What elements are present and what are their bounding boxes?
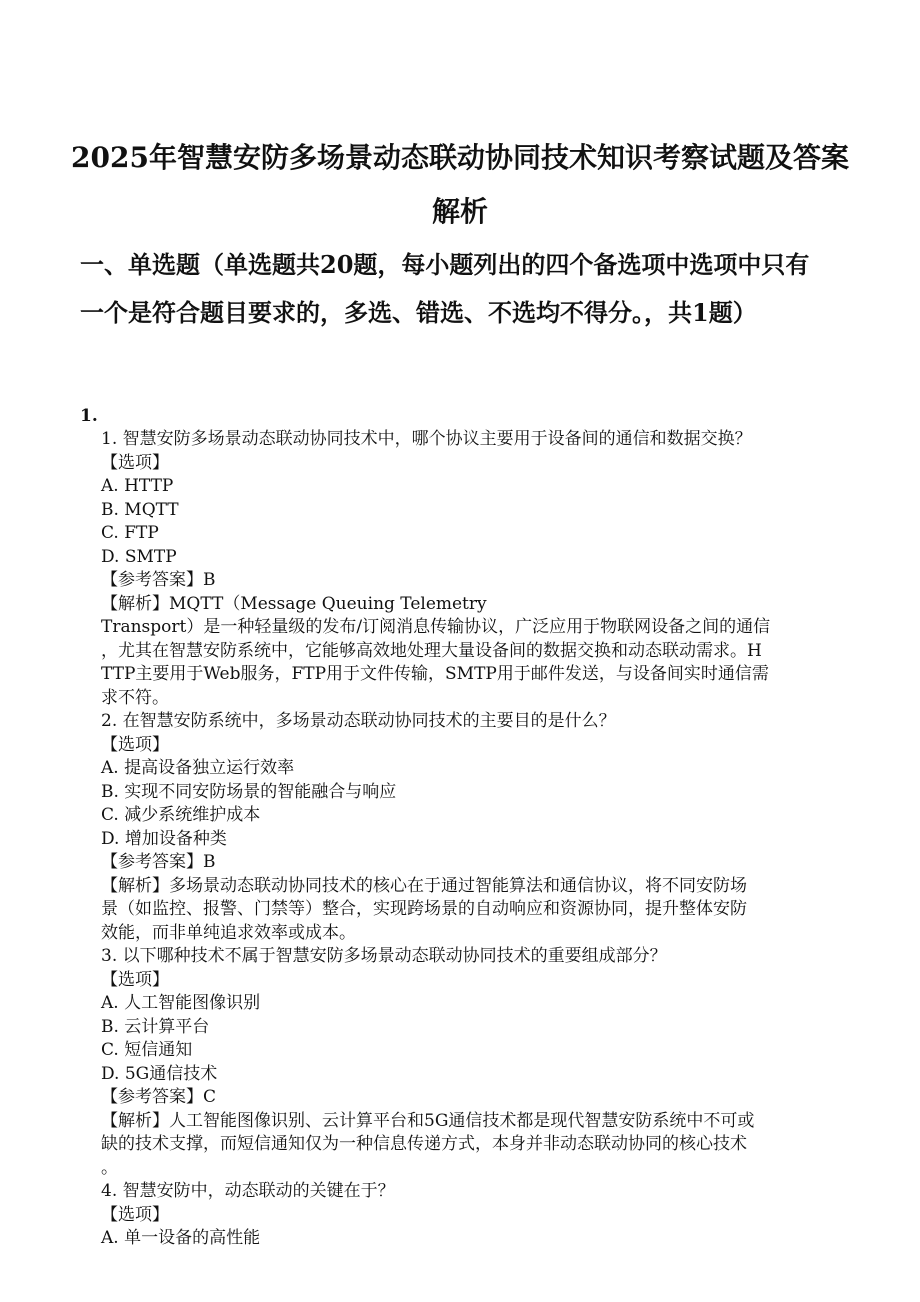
analysis-line: 缺的技术支撑，而短信通知仅为一种信息传递方式，本身并非动态联动协同的核心技术 (101, 1134, 747, 1154)
analysis-line: 景（如监控、报警、门禁等）整合，实现跨场景的自动响应和资源协同，提升整体安防 (101, 899, 747, 919)
question-body (101, 428, 821, 1251)
option-b: B. MQTT (101, 499, 179, 520)
analysis-line: ，尤其在智慧安防系统中，它能够高效地处理大量设备间的数据交换和动态联动需求。H (101, 640, 762, 661)
option-a: A. 单一设备的高性能 (101, 1228, 261, 1248)
option-a: A. 人工智能图像识别 (101, 993, 261, 1013)
option-d: D. 5G通信技术 (101, 1063, 218, 1084)
option-a: A. 提高设备独立运行效率 (101, 758, 295, 778)
analysis-line: 【解析】多场景动态联动协同技术的核心在于通过智能算法和通信协议，将不同安防场 (101, 875, 747, 896)
question-stem: 1. 智慧安防多场景动态联动协同技术中，哪个协议主要用于设备间的通信和数据交换？ (101, 429, 752, 449)
analysis-line: 效能，而非单纯追求效率或成本。 (101, 922, 356, 943)
question-stem: 3. 以下哪种技术不属于智慧安防多场景动态联动协同技术的重要组成部分？ (101, 946, 667, 966)
option-b: B. 云计算平台 (101, 1016, 210, 1037)
reference-answer: 【参考答案】B (101, 852, 216, 872)
option-c: C. 减少系统维护成本 (101, 805, 261, 825)
option-d: D. SMTP (101, 546, 177, 567)
reference-answer: 【参考答案】C (101, 1087, 217, 1107)
analysis-line: 求不符。 (101, 687, 169, 708)
option-d: D. 增加设备种类 (101, 828, 227, 849)
analysis-line: TTP主要用于Web服务，FTP用于文件传输，SMTP用于邮件发送，与设备间实时通信需 (101, 664, 769, 684)
question-stem: 4. 智慧安防中，动态联动的关键在于？ (101, 1181, 395, 1201)
option-c: C. 短信通知 (101, 1040, 193, 1060)
item-number: 1. (80, 406, 98, 426)
option-b: B. 实现不同安防场景的智能融合与响应 (101, 781, 397, 802)
section-heading-line-2: 一个是符合题目要求的，多选、错选、不选均不得分。，共1题） (80, 298, 757, 327)
document-title-line-1: 2025年智慧安防多场景动态联动协同技术知识考察试题及答案 (71, 141, 849, 174)
options-label: 【选项】 (101, 452, 169, 473)
options-label: 【选项】 (101, 1204, 169, 1225)
options-label: 【选项】 (101, 734, 169, 755)
question-stem: 2. 在智慧安防系统中，多场景动态联动协同技术的主要目的是什么？ (101, 711, 616, 731)
reference-answer: 【参考答案】B (101, 570, 216, 590)
option-a: A. HTTP (101, 476, 174, 496)
option-c: C. FTP (101, 523, 159, 543)
analysis-line: 【解析】MQTT（Message Queuing Telemetry (101, 593, 487, 614)
section-heading-line-1: 一、单选题（单选题共20题，每小题列出的四个备选项中选项中只有 (80, 250, 810, 279)
analysis-line: Transport）是一种轻量级的发布/订阅消息传输协议，广泛应用于物联网设备之间的通信 (101, 617, 771, 637)
analysis-line: 。 (101, 1157, 118, 1178)
analysis-line: 【解析】人工智能图像识别、云计算平台和5G通信技术都是现代智慧安防系统中不可或 (101, 1110, 755, 1131)
options-label: 【选项】 (101, 969, 169, 990)
document-title-line-2: 解析 (431, 195, 488, 228)
